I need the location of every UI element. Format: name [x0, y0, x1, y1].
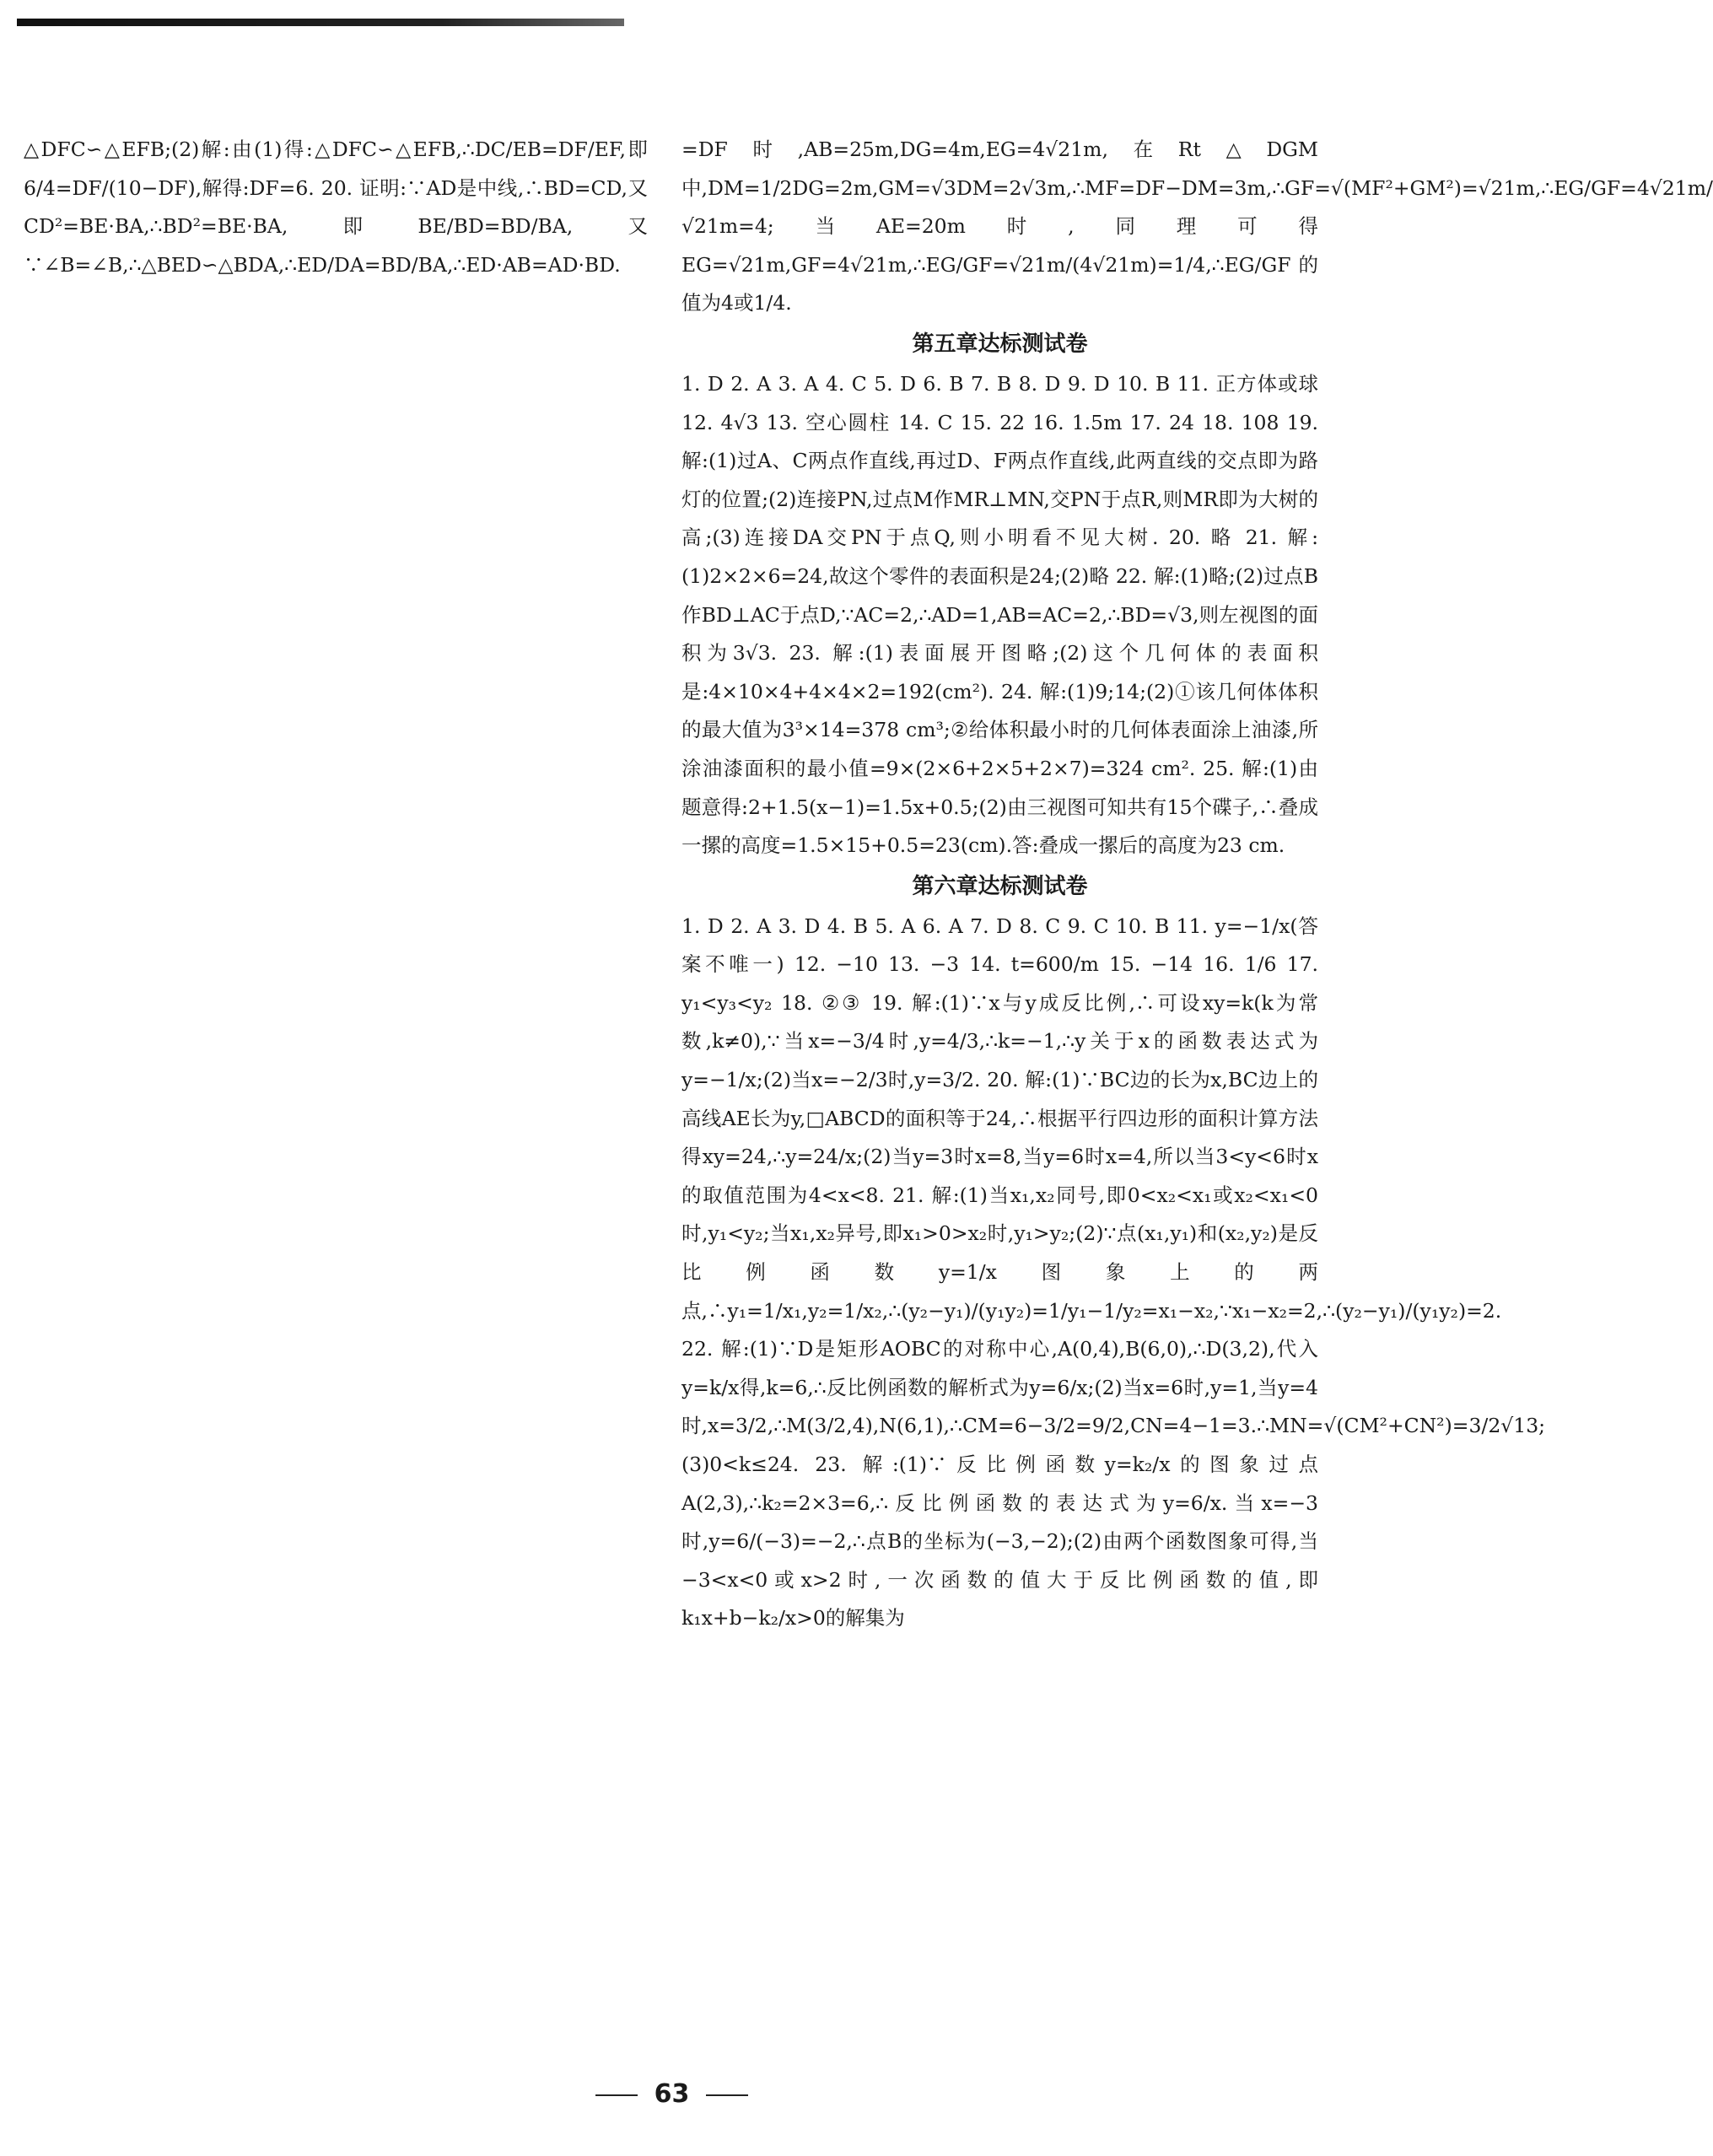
chapter-5-answers: 1. D 2. A 3. A 4. C 5. D 6. B 7. B 8. D 9. D 10. B 11. 正方体或球 12. 4√3 13. 空心圆柱 14. C 15. 22 16. 1.5m 17. 24 18. 108 19. 解:(1)过A、C两点作直线,再过D、F两点作直线,此两直线的交点即为路灯的位置;(2)连接PN,过点M作MR⊥MN,交PN于点R,则MR即为大树的高;(3)连接DA交PN于点Q,则小明看不见大树. 20. 略 21. 解:(1)2×2×6=24,故这个零件的表面积是24;(2)略 22. 解:(1)略;(2)过点B作BD⊥AC于点D,∵AC=2,∴AD=1,AB=AC=2,∴BD=√3,则左视图的面积为3√3. 23. 解:(1)表面展开图略;(2)这个几何体的表面积是:4×10×4+4×4×2=192(cm²). 24. 解:(1)9;14;(2)①该几何体体积的最大值为3³×14=378 cm³;②给体积最小时的几何体表面涂上油漆,所涂油漆面积的最小值=9×(2×6+2×5+2×7)=324 cm². 25. 解:(1)由题意得:2+1.5(x−1)=1.5x+0.5;(2)由三视图可知共有15个碟子,∴叠成一摞的高度=1.5×15+0.5=23(cm).答:叠成一摞后的高度为23 cm. — [681, 371, 1318, 858]
answer-paragraph: =DF时,AB=25m,DG=4m,EG=4√21m,在Rt△DGM中,DM=1/2DG=2m,GM=√3DM=2√3m,∴MF=DF−DM=3m,∴GF=√(MF²+GM²)=√21m,∴EG/GF=4√21m/√21m=4;当AE=20m时,同理可得EG=√21m,GF=4√21m,∴EG/GF=√21m/(4√21m)=1/4,∴EG/GF的值为4或1/4. — [681, 137, 1713, 315]
chapter-6-title: 第六章达标测试卷 — [912, 873, 1088, 899]
page-number — [0, 2079, 1344, 2109]
right-column — [681, 131, 1713, 1638]
chapter-6-answers: 1. D 2. A 3. D 4. B 5. A 6. A 7. D 8. C 9. C 10. B 11. y=−1/x(答案不唯一) 12. −10 13. −3 14. t=600/m 15. −14 16. 1/6 17. y₁<y₃<y₂ 18. ②③ 19. 解:(1)∵x与y成反比例,∴可设xy=k(k为常数,k≠0),∵当x=−3/4时,y=4/3,∴k=−1,∴y关于x的函数表达式为y=−1/x;(2)当x=−2/3时,y=3/2. 20. 解:(1)∵BC边的长为x,BC边上的高线AE长为y,□ABCD的面积等于24,∴根据平行四边形的面积计算方法得xy=24,∴y=24/x;(2)当y=3时x=8,当y=6时x=4,所以当3<y<6时x的取值范围为4<x<8. 21. 解:(1)当x₁,x₂同号,即0<x₂<x₁或x₂<x₁<0时,y₁<y₂;当x₁,x₂异号,即x₁>0>x₂时,y₁>y₂;(2)∵点(x₁,y₁)和(x₂,y₂)是反比例函数y=1/x图象上的两点,∴y₁=1/x₁,y₂=1/x₂,∴(y₂−y₁)/(y₁y₂)=1/y₁−1/y₂=x₁−x₂,∵x₁−x₂=2,∴(y₂−y₁)/(y₁y₂)=2. 22. 解:(1)∵D是矩形AOBC的对称中心,A(0,4),B(6,0),∴D(3,2),代入y=k/x得,k=6,∴反比例函数的解析式为y=6/x;(2)当x=6时,y=1,当y=4时,x=3/2,∴M(3/2,4),N(6,1),∴CM=6−3/2=9/2,CN=4−1=3.∴MN=√(CM²+CN²)=3/2√13;(3)0<k≤24. 23. 解:(1)∵反比例函数y=k₂/x的图象过点A(2,3),∴k₂=2×3=6,∴反比例函数的表达式为y=6/x.当x=−3时,y=6/(−3)=−2,∴点B的坐标为(−3,−2);(2)由两个函数图象可得,当−3<x<0或x>2时,一次函数的值大于反比例函数的值,即k₁x+b−k₂/x>0的解集为 — [681, 914, 1546, 1630]
chapter-5-title: 第五章达标测试卷 — [912, 331, 1088, 357]
page-number-text: 63 — [654, 2079, 690, 2109]
answer-paragraph: △DFC∽△EFB;(2)解:由(1)得:△DFC∽△EFB,∴DC/EB=DF/EF,即6/4=DF/(10−DF),解得:DF=6. 20. 证明:∵AD是中线,∴BD=CD,又CD²=BE·BA,∴BD²=BE·BA,即BE/BD=BD/BA,又∵∠B=∠B,∴△BED∽△BDA,∴ED/DA=BD/BA,∴ED·AB=AD·BD. — [24, 137, 648, 277]
left-column — [24, 131, 648, 284]
page-number-dash-right — [706, 2094, 748, 2096]
page-number-dash-left — [595, 2094, 638, 2096]
header-rule — [17, 19, 624, 26]
